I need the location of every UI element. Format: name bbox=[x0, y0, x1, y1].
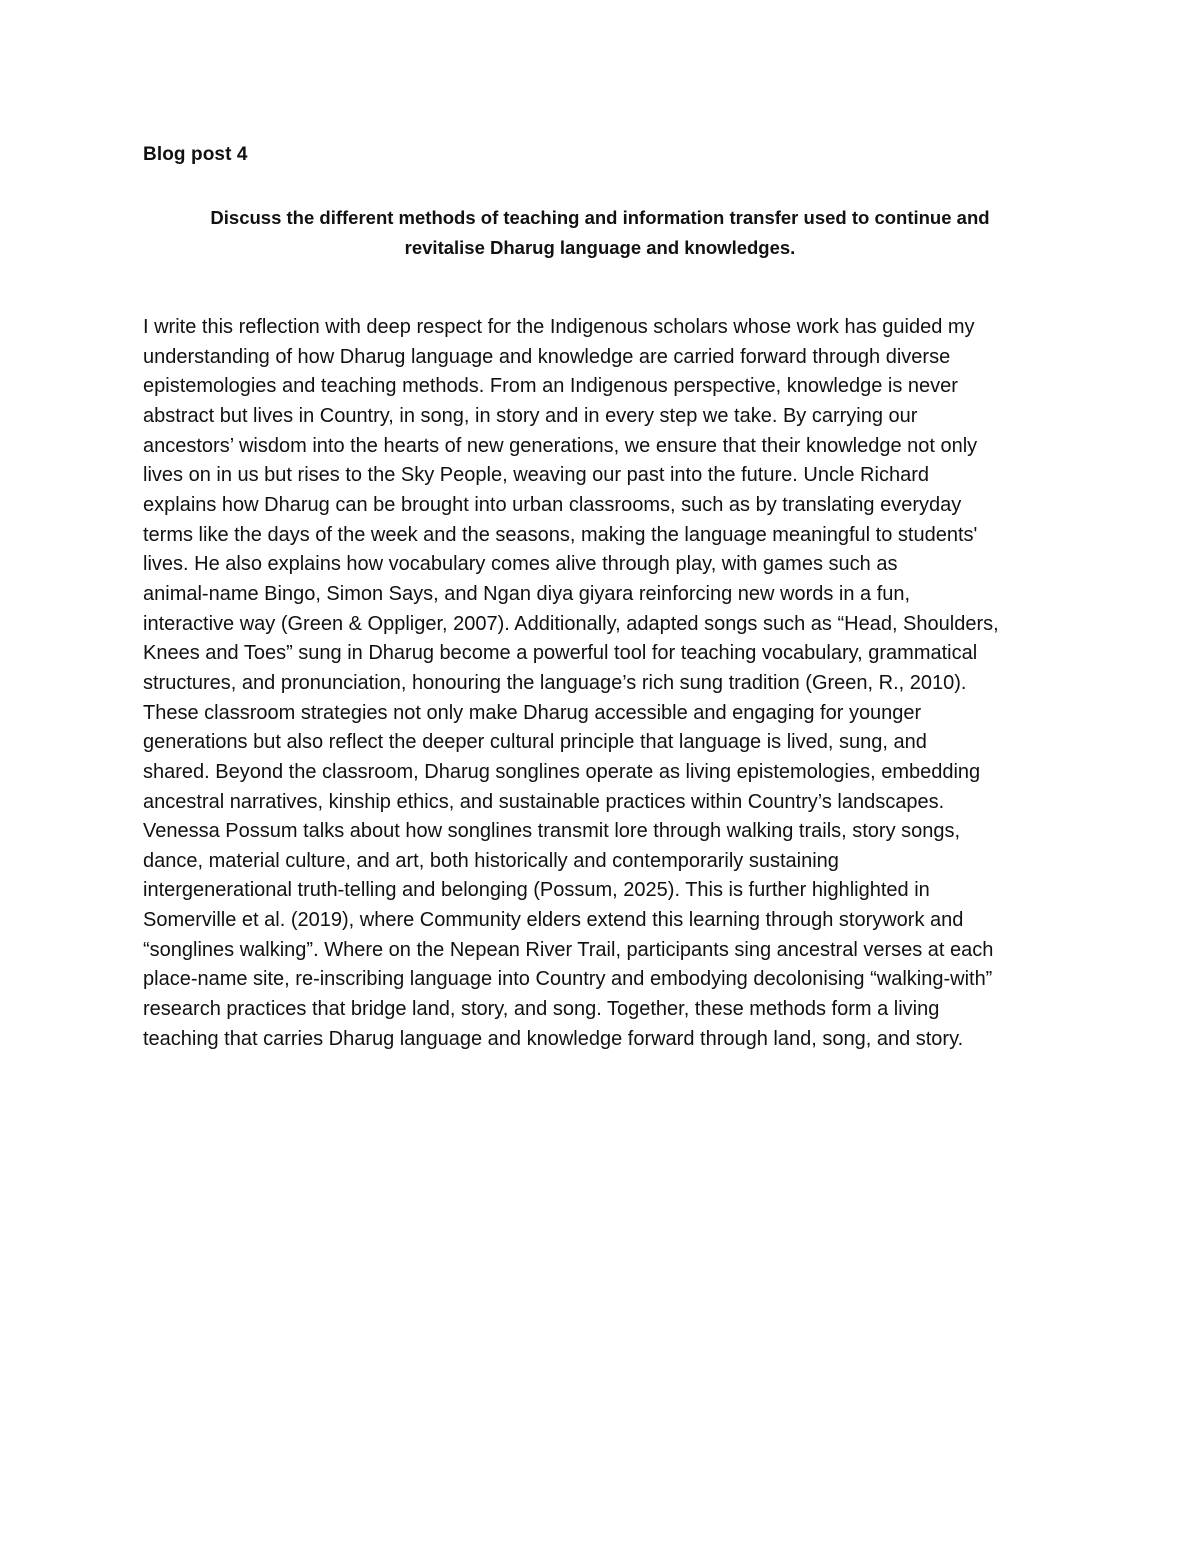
body-line: explains how Dharug can be brought into urban classrooms, such as by translating everyday bbox=[143, 493, 962, 516]
question-line-2: revitalise Dharug language and knowledges. bbox=[404, 237, 796, 258]
body-line: lives on in us but rises to the Sky People, weaving our past into the future. Uncle Richard bbox=[143, 464, 929, 487]
body-line: These classroom strategies not only make Dharug accessible and engaging for younger bbox=[143, 701, 922, 724]
body-line: understanding of how Dharug language and knowledge are carried forward through diverse bbox=[143, 345, 951, 368]
body-line: interactive way (Green & Oppliger, 2007). Additionally, adapted songs such as “Head, Shoulders, bbox=[143, 612, 999, 635]
body-line: research practices that bridge land, story, and song. Together, these methods form a living bbox=[143, 998, 940, 1021]
body-line: I write this reflection with deep respect for the Indigenous scholars whose work has guided my bbox=[143, 316, 975, 338]
body-paragraph bbox=[143, 313, 1057, 1054]
body-line: ancestral narratives, kinship ethics, and sustainable practices within Country’s landscapes. bbox=[143, 790, 945, 813]
body-line: Somerville et al. (2019), where Community elders extend this learning through storywork and bbox=[143, 909, 964, 932]
post-label: Blog post 4 bbox=[143, 144, 248, 165]
body-line: animal-name Bingo, Simon Says, and Ngan diya giyara reinforcing new words in a fun, bbox=[143, 582, 911, 605]
body-line: intergenerational truth-telling and belonging (Possum, 2025). This is further highlighted in bbox=[143, 879, 930, 902]
body-line: Knees and Toes” sung in Dharug become a powerful tool for teaching vocabulary, grammatical bbox=[143, 642, 978, 665]
question-line-1: Discuss the different methods of teaching and information transfer used to continue and bbox=[210, 207, 990, 228]
post-question bbox=[143, 203, 1057, 263]
body-line: place-name site, re-inscribing language into Country and embodying decolonising “walking-with” bbox=[143, 968, 993, 991]
body-line: terms like the days of the week and the seasons, making the language meaningful to students' bbox=[143, 523, 978, 546]
body-line: dance, material culture, and art, both historically and contemporarily sustaining bbox=[143, 849, 839, 872]
body-line: lives. He also explains how vocabulary comes alive through play, with games such as bbox=[143, 553, 898, 576]
body-line: Venessa Possum talks about how songlines transmit lore through walking trails, story songs, bbox=[143, 820, 961, 843]
body-line: abstract but lives in Country, in song, in story and in every step we take. By carrying our bbox=[143, 404, 918, 427]
body-line: “songlines walking”. Where on the Nepean River Trail, participants sing ancestral verses at each bbox=[143, 938, 994, 961]
body-line: teaching that carries Dharug language and knowledge forward through land, song, and story. bbox=[143, 1027, 964, 1050]
body-line: generations but also reflect the deeper cultural principle that language is lived, sung, and bbox=[143, 731, 927, 754]
body-line: ancestors’ wisdom into the hearts of new generations, we ensure that their knowledge not only bbox=[143, 434, 978, 457]
body-line: structures, and pronunciation, honouring the language’s rich sung tradition (Green, R., 2010). bbox=[143, 671, 967, 694]
body-line: epistemologies and teaching methods. From an Indigenous perspective, knowledge is never bbox=[143, 375, 958, 398]
body-line: shared. Beyond the classroom, Dharug songlines operate as living epistemologies, embedding bbox=[143, 760, 981, 783]
